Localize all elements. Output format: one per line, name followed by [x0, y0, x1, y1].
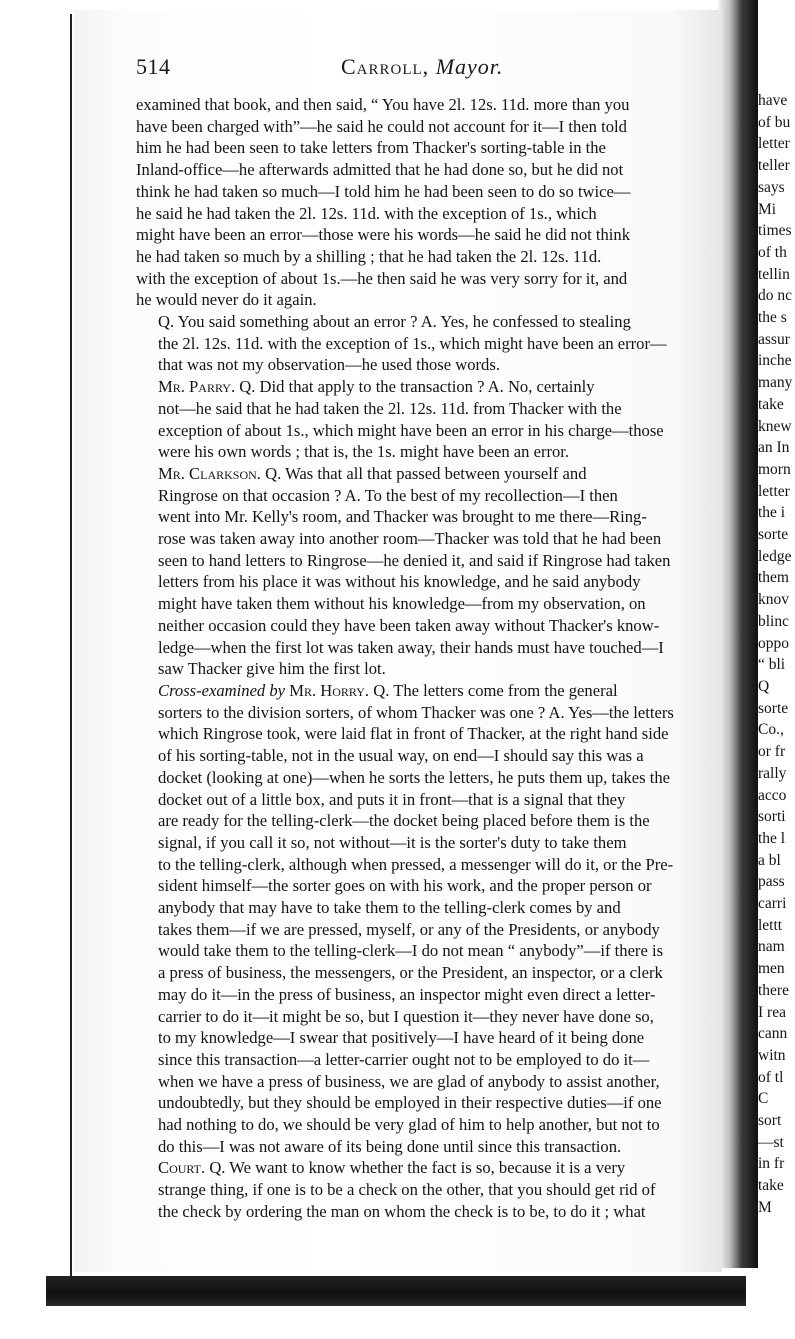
facing-page-line: teller — [758, 157, 790, 175]
facing-page-line: or fr — [758, 743, 786, 761]
facing-page-line: assur — [758, 330, 790, 348]
line-text: may do it—in the press of business, an inspector might even direct a letter- — [158, 984, 656, 1004]
text-line — [136, 702, 720, 724]
text-line — [136, 940, 720, 962]
text-line — [136, 333, 720, 355]
text-line — [136, 116, 720, 138]
running-head — [136, 54, 720, 84]
facing-page-line: many — [758, 374, 793, 392]
text-line — [136, 376, 720, 398]
facing-page-line: times — [758, 222, 792, 240]
facing-page-line: says — [758, 178, 785, 196]
facing-page-line: morn — [758, 460, 791, 478]
facing-page-line: have — [758, 92, 788, 109]
text-line — [136, 1179, 720, 1201]
line-text: saw Thacker give him the first lot. — [158, 659, 386, 679]
line-text: signal, if you call it so, not without—it is the sorter's duty to take them — [158, 832, 627, 852]
facing-page-line: —st — [758, 1133, 784, 1151]
line-text: takes them—if we are pressed, myself, or any of the Presidents, or anybody — [158, 919, 660, 939]
text-line — [136, 571, 720, 593]
line-text: strange thing, if one is to be a check on the other, that you should get rid of — [158, 1180, 656, 1200]
text-line — [136, 203, 720, 225]
text-line — [136, 1027, 720, 1049]
facing-page-line: sorti — [758, 808, 786, 826]
text-line — [136, 658, 720, 680]
facing-page-line: of th — [758, 243, 787, 261]
facing-page-line: cann — [758, 1025, 788, 1043]
line-text: that was not my observation—he used those words. — [158, 355, 500, 375]
line-text: might have taken them without his knowledge—from my observation, on — [158, 594, 646, 614]
line-text: docket (looking at one)—when he sorts the letters, he puts them up, takes the — [158, 767, 670, 787]
line-text: the check by ordering the man on whom the check is to be, to do it ; what — [158, 1201, 646, 1221]
book-gutter-shadow — [718, 0, 758, 1290]
line-text: exception of about 1s., which might have been an error in his charge—those — [158, 420, 664, 440]
facing-page-line: there — [758, 981, 789, 999]
text-line — [136, 789, 720, 811]
line-text: of his sorting-table, not in the usual way, on end—I should say this was a — [158, 746, 644, 766]
text-line — [136, 897, 720, 919]
text-line — [136, 1136, 720, 1158]
facing-page-line: oppo — [758, 634, 789, 652]
text-line — [136, 637, 720, 659]
facing-page-line: “ bli — [758, 656, 786, 674]
line-text: ledge—when the first lot was taken away, their hands must have touched—I — [158, 637, 664, 657]
line-text: rose was taken away into another room—Thacker was told that he had been — [158, 529, 662, 549]
text-line — [136, 1006, 720, 1028]
line-text: Q. Was that all that passed between yourself and — [265, 463, 587, 483]
line-text: Q. We want to know whether the fact is so, because it is a very — [209, 1158, 626, 1178]
line-text: docket out of a little box, and puts it in front—that is a signal that they — [158, 789, 626, 809]
facing-page-line: men — [758, 960, 785, 978]
text-line — [136, 984, 720, 1006]
text-line — [136, 224, 720, 246]
facing-page-line: sorte — [758, 526, 789, 544]
text-line — [136, 463, 720, 485]
line-text: Ringrose on that occasion ? A. To the best of my recollection—I then — [158, 485, 618, 505]
line-text: sident himself—the sorter goes on with his work, and the proper person or — [158, 876, 652, 896]
line-text: had nothing to do, we should be very glad of him to help another, but not to — [158, 1115, 660, 1135]
facing-page-line: acco — [758, 786, 787, 804]
line-text: letters from his place it was without his knowledge, and he said anybody — [158, 572, 641, 592]
facing-page-fragment — [758, 90, 795, 1270]
facing-page-line: them — [758, 569, 789, 587]
text-line — [136, 854, 720, 876]
text-line — [136, 1201, 720, 1223]
facing-page-line: inche — [758, 352, 792, 370]
line-text: think he had taken so much—I told him he had been seen to do so twice— — [136, 181, 631, 201]
facing-page-line: rally — [758, 764, 787, 782]
paragraph-2 — [136, 311, 720, 376]
line-text: were his own words ; that is, the 1s. might have been an error. — [158, 442, 570, 462]
line-text: he had taken so much by a shilling ; that he had taken the 2l. 12s. 11d. — [136, 246, 602, 266]
line-text: have been charged with”—he said he could not account for it—I then told — [136, 116, 627, 136]
facing-page-line: ledge — [758, 547, 792, 565]
facing-page-line: tellin — [758, 265, 790, 283]
text-line — [136, 1092, 720, 1114]
facing-page-line: C — [758, 1090, 769, 1108]
text-line — [136, 289, 720, 311]
page-number: 514 — [136, 54, 171, 79]
text-line — [136, 420, 720, 442]
text-line — [136, 767, 720, 789]
facing-page-line: lettt — [758, 916, 783, 934]
text-line — [136, 181, 720, 203]
text-line — [136, 680, 720, 702]
speaker-label: Mr. Parry. — [158, 377, 236, 397]
line-text: him he had been seen to take letters from Thacker's sorting-table in the — [136, 138, 606, 158]
line-text: seen to hand letters to Ringrose—he denied it, and said if Ringrose had taken — [158, 550, 671, 570]
line-text: he would never do it again. — [136, 290, 317, 310]
facing-page-line: an In — [758, 439, 790, 457]
line-text: sorters to the division sorters, of whom Thacker was one ? A. Yes—the letters — [158, 702, 674, 722]
line-text: are ready for the telling-clerk—the docket being placed before them is the — [158, 811, 650, 831]
line-text: might have been an error—those were his words—he said he did not think — [136, 225, 631, 245]
speaker-label: Court. — [158, 1158, 206, 1178]
facing-page-line: letter — [758, 135, 790, 153]
facing-page-line: pass — [758, 873, 785, 891]
speaker-label: Mr. Clarkson. — [158, 463, 261, 483]
facing-page-line: sort — [758, 1112, 782, 1130]
facing-page-line: sorte — [758, 699, 789, 717]
facing-page-line: I rea — [758, 1003, 786, 1021]
paragraph-6 — [136, 1157, 720, 1222]
book-page — [74, 10, 722, 1272]
text-line — [136, 745, 720, 767]
facing-page-line: Co., — [758, 721, 784, 739]
text-line — [136, 506, 720, 528]
line-text: undoubtedly, but they should be employed in their respective duties—if one — [158, 1093, 662, 1113]
testimony-text — [136, 94, 720, 1223]
facing-page-line: the l — [758, 829, 786, 847]
text-line — [136, 919, 720, 941]
line-text: would take them to the telling-clerk—I do not mean “ anybody”—if there is — [158, 941, 664, 961]
speaker-label: Mr. Horry. — [289, 680, 370, 700]
facing-page-line: witn — [758, 1046, 786, 1064]
text-line — [136, 1049, 720, 1071]
line-text: a press of business, the messengers, or the President, an inspector, or a clerk — [158, 963, 663, 983]
line-text: which Ringrose took, were laid flat in front of Thacker, at the right hand side — [158, 724, 669, 744]
line-text: the 2l. 12s. 11d. with the exception of 1s., which might have been an error— — [158, 333, 667, 353]
facing-page-line: nam — [758, 938, 785, 956]
paragraph-5 — [136, 680, 720, 1157]
line-text: neither occasion could they have been taken away without Thacker's know- — [158, 615, 660, 635]
text-line — [136, 1157, 720, 1179]
facing-page-line: M — [758, 1198, 772, 1216]
line-text: when we have a press of business, we are glad of anybody to assist another, — [158, 1071, 660, 1091]
text-line — [136, 1071, 720, 1093]
text-line — [136, 615, 720, 637]
facing-page-line: carri — [758, 895, 787, 913]
facing-page-line: knew — [758, 417, 792, 435]
line-text: since this transaction—a letter-carrier ought not to be employed to do it— — [158, 1049, 650, 1069]
facing-page-line: do nc — [758, 287, 793, 305]
text-line — [136, 311, 720, 333]
facing-page-line: take — [758, 1177, 784, 1195]
text-line — [136, 137, 720, 159]
facing-page-line: of tl — [758, 1068, 784, 1086]
facing-page-line: knov — [758, 591, 789, 609]
page-bottom-shadow — [46, 1276, 746, 1306]
running-title-role: Mayor. — [435, 54, 504, 79]
line-text: Q. The letters come from the general — [373, 680, 618, 700]
facing-page-line: letter — [758, 482, 790, 500]
text-line — [136, 875, 720, 897]
page-left-edge — [70, 14, 72, 1276]
running-title — [341, 54, 503, 80]
line-text: to the telling-clerk, although when pressed, a messenger will do it, or the Pre- — [158, 854, 674, 874]
paragraph-4 — [136, 463, 720, 680]
facing-page-line: a bl — [758, 851, 781, 869]
line-text: to my knowledge—I swear that positively—I have heard of it being done — [158, 1028, 645, 1048]
line-text: Q. You said something about an error ? A. Yes, he confessed to stealing — [158, 312, 631, 332]
facing-page-line: the i — [758, 504, 786, 522]
facing-page-line: in fr — [758, 1155, 785, 1173]
text-line — [136, 246, 720, 268]
text-line — [136, 528, 720, 550]
text-line — [136, 832, 720, 854]
text-line — [136, 441, 720, 463]
line-text: examined that book, and then said, “ You have 2l. 12s. 11d. more than you — [136, 95, 630, 114]
facing-page-line: take — [758, 395, 784, 413]
line-text: carrier to do it—it might be so, but I question it—they never have done so, — [158, 1006, 654, 1026]
text-line — [136, 268, 720, 290]
line-text: he said he had taken the 2l. 12s. 11d. with the exception of 1s., which — [136, 203, 597, 223]
line-text: Q. Did that apply to the transaction ? A. No, certainly — [239, 377, 595, 397]
text-line — [136, 485, 720, 507]
facing-page-line: Mi — [758, 200, 777, 218]
text-line — [136, 94, 720, 116]
paragraph-1 — [136, 94, 720, 311]
text-line — [136, 1114, 720, 1136]
line-text: Inland-office—he afterwards admitted that he had done so, but he did not — [136, 160, 624, 180]
line-text: not—he said that he had taken the 2l. 12s. 11d. from Thacker with the — [158, 398, 622, 418]
facing-page-line: the s — [758, 309, 787, 327]
text-line — [136, 550, 720, 572]
line-text: with the exception of about 1s.—he then said he was very sorry for it, and — [136, 268, 628, 288]
line-text: do this—I was not aware of its being done until since this transaction. — [158, 1136, 622, 1156]
facing-page-line: of bu — [758, 113, 791, 131]
line-text: anybody that may have to take them to the telling-clerk comes by and — [158, 898, 621, 918]
cross-examined-label: Cross-examined by — [158, 680, 286, 700]
text-line — [136, 159, 720, 181]
paragraph-3 — [136, 376, 720, 463]
text-line — [136, 354, 720, 376]
facing-page-line: Q — [758, 677, 770, 695]
line-text: went into Mr. Kelly's room, and Thacker was brought to me there—Ring- — [158, 507, 647, 527]
text-line — [136, 593, 720, 615]
facing-page-line: blinc — [758, 612, 789, 630]
text-line — [136, 398, 720, 420]
running-title-name: Carroll, — [341, 54, 430, 79]
text-line — [136, 723, 720, 745]
text-line — [136, 810, 720, 832]
text-line — [136, 962, 720, 984]
